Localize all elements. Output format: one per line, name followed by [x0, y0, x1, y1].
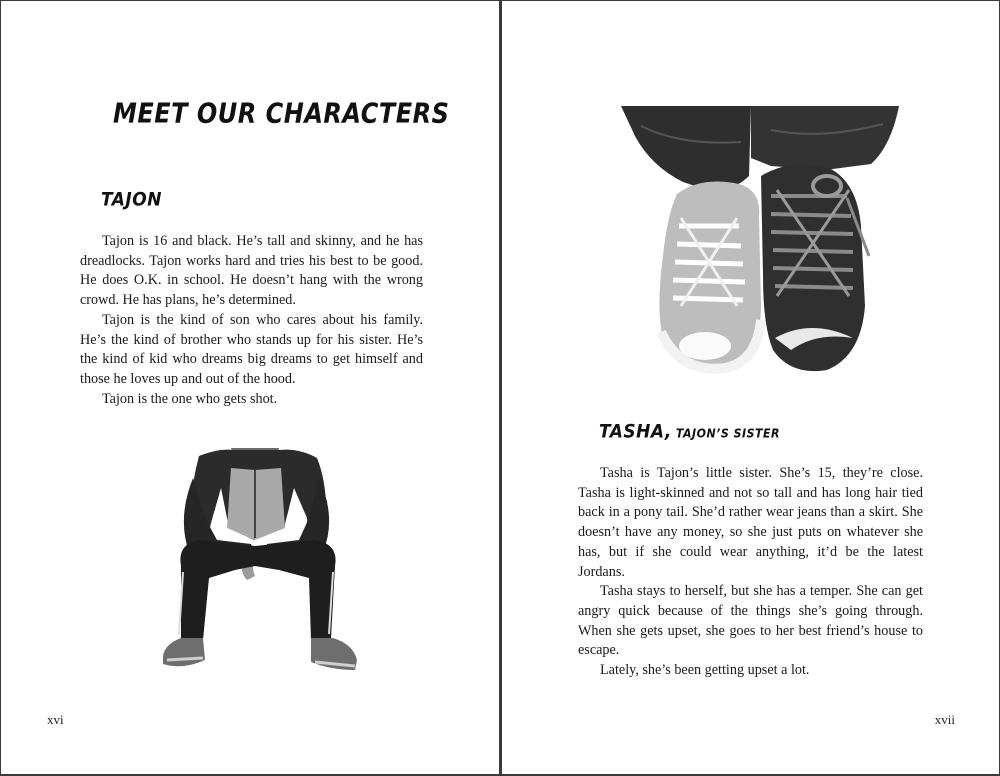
- paragraph: Tajon is 16 and black. He’s tall and skinny, and he has dreadlocks. Tajon works hard and tries his best to be good. He does O.K. in school. He doesn’t hang with the wrong crowd. He has plans, he’s determined.: [80, 233, 423, 309]
- seated-boy-photo: [159, 448, 359, 678]
- tajon-description: [80, 232, 423, 409]
- page-title: MEET OUR CHARACTERS: [113, 97, 450, 130]
- paragraph: Tasha is Tajon’s little sister. She’s 15, they’re close. Tasha is light-skinned and not so tall and has long hair tied back in a pony tail. She’d rather wear jeans than a skirt. She doesn’t have any money, so she just puts on whatever she has, but if she could wear anything, it’d be the latest Jordans.: [578, 465, 923, 580]
- page-number: xvi: [47, 712, 64, 727]
- paragraph: Tajon is the kind of son who cares about his family. He’s the kind of brother who stands up for his sister. He’s the kind of kid who dreams big dreams to get himself and those he loves up and out of the hood.: [80, 311, 423, 387]
- right-page: [502, 1, 999, 774]
- tasha-description: [578, 464, 923, 681]
- paragraph: Tasha stays to herself, but she has a temper. She can get angry quick because of the things she’s going through. When she gets upset, she goes to her best friend’s house to escape.: [578, 583, 923, 659]
- heading-relation: TAJON’S SISTER: [675, 426, 781, 441]
- paragraph: Lately, she’s been getting upset a lot.: [600, 662, 810, 679]
- paragraph: Tajon is the one who gets shot.: [102, 390, 278, 407]
- heading-name: TASHA,: [599, 421, 672, 443]
- left-page: [1, 1, 499, 774]
- sneakers-photo: [621, 106, 903, 378]
- character-heading-tajon: TAJON: [101, 189, 162, 211]
- page-number: xvii: [934, 712, 955, 727]
- character-heading-tasha: [599, 421, 780, 443]
